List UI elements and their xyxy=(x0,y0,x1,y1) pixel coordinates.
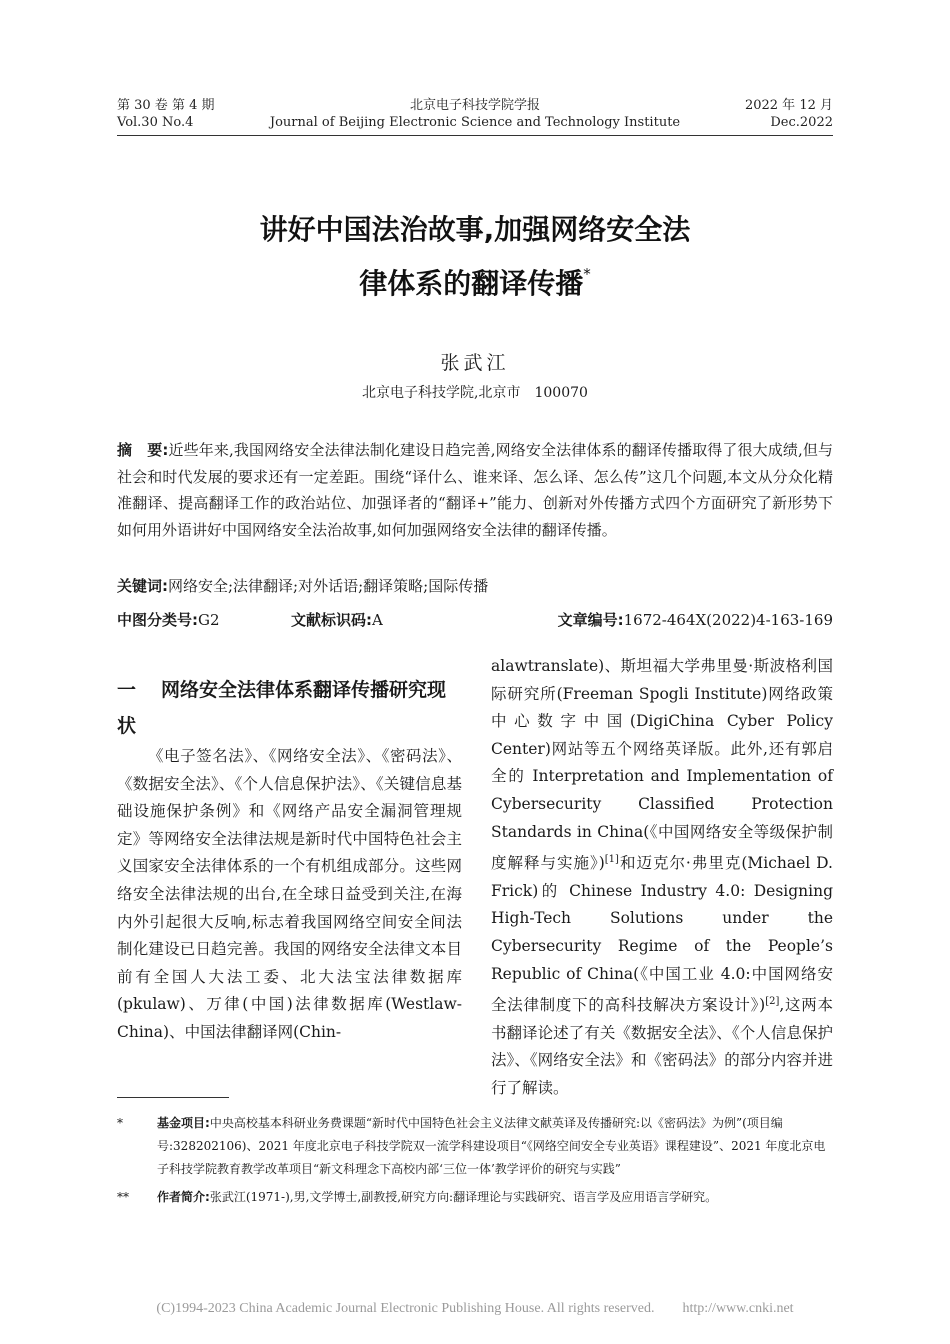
volume-en: Vol.30 No.4 xyxy=(117,115,194,130)
footnote-label: 作者简介: xyxy=(157,1190,210,1204)
header-divider xyxy=(117,135,833,136)
doc-code-value: A xyxy=(372,611,383,629)
citation-1[interactable]: [1] xyxy=(604,854,619,866)
body-text-part-1: alawtranslate)、斯坦福大学弗里曼·斯波格利国际研究所(Freeman Spogli Institute)网络政策中心数字中国(DigiChina Cyber Policy Center)网站等五个网络英译版。此外,还有郭启全的 Interpretation and Implementation of Cybersecurity Classified Protection Standards in China(《中国网络安全等级保护制度解释与实施》) xyxy=(491,657,833,873)
journal-en: Journal of Beijing Electronic Science and Technology Institute xyxy=(269,115,681,130)
article-number-label: 文章编号: xyxy=(557,611,624,629)
title-line-1: 讲好中国法治故事,加强网络安全法 xyxy=(259,213,691,246)
paper-title xyxy=(117,208,833,306)
volume-cn: 第 30 卷 第 4 期 xyxy=(117,98,215,113)
clc-label: 中图分类号: xyxy=(117,611,198,629)
date-cn: 2022 年 12 月 xyxy=(744,98,833,113)
abstract-text: 近些年来,我国网络安全法律法制化建设日趋完善,网络安全法律体系的翻译传播取得了很大成绩,但与社会和时代发展的要求还有一定差距。围绕“译什么、谁来译、怎么译、怎么传”这几个问题,本文从分众化精准翻译、提高翻译工作的政治站位、加强译者的“翻译+”能力、创新对外传播方式四个方面研究了新形势下如何用外语讲好中国网络安全法治故事,如何加强网络安全法律的翻译传播。 xyxy=(117,441,834,539)
footnote-author-bio xyxy=(117,1186,833,1209)
author-affiliation: 北京电子科技学院,北京市 100070 xyxy=(362,385,588,401)
section-number: 一 xyxy=(117,679,137,701)
footnote-divider xyxy=(117,1097,229,1098)
footnote-body xyxy=(157,1186,833,1209)
clc-number xyxy=(117,607,220,633)
copyright-watermark: (C)1994-2023 China Academic Journal Electronic Publishing House. All rights reserved. http://www.cnki.net xyxy=(156,1301,794,1316)
footnote-body xyxy=(157,1112,833,1181)
author-name: 张武江 xyxy=(440,352,510,374)
footnote-funding xyxy=(117,1112,833,1181)
title-footnote-mark: * xyxy=(583,265,591,283)
title-line-2-text: 律体系的翻译传播 xyxy=(359,267,584,300)
citation-2[interactable]: [2] xyxy=(765,996,780,1008)
footnote-text: 张武江(1971-),男,文学博士,副教授,研究方向:翻译理论与实践研究、语言学及应用语言学研究。 xyxy=(209,1190,718,1204)
footnote-label: 基金项目: xyxy=(157,1116,210,1130)
abstract-label: 摘 要: xyxy=(117,441,169,459)
footnote-mark: * xyxy=(117,1116,123,1130)
journal-cn: 北京电子科技学院学报 xyxy=(409,98,540,113)
keywords-label: 关键词: xyxy=(117,577,168,595)
footnote-text: 中央高校基本科研业务费课题“新时代中国特色社会主义法律文献英译及传播研究:以《密码法》为例”(项目编号:328202106)、2021 年度北京电子科技学院双一流学科建设项目“《网络空间安全专业英语》课程建设”、2021 年度北京电子科技学院教育教学改革项目“新文科理念下高校内部‘三位一体’教学评价的研究与实践” xyxy=(157,1116,826,1176)
keywords xyxy=(117,573,833,599)
body-text-part-3: ,这两本书翻译论述了有关《数据安全法》、《个人信息保护法》、《网络安全法》和《密码法》的部分内容并进行了解读。 xyxy=(491,996,833,1097)
body-paragraph: 《电子签名法》、《网络安全法》、《密码法》、《数据安全法》、《个人信息保护法》、《关键信息基础设施保护条例》和《网络产品安全漏洞管理规定》等网络安全法律法规是新时代中国特色社会主义国家安全法律体系的一个有机组成部分。这些网络安全法律法规的出台,在全球日益受到关注,在海内外引起很大反响,标志着我国网络空间安全间法制化建设已日趋完善。我国的网络安全法律文本目前有全国人大法工委、北大法宝法律数据库(pkulaw)、万律(中国)法律数据库(Westlaw-China)、中国法律翻译网(Chin- xyxy=(117,747,462,1041)
abstract xyxy=(117,437,833,543)
body-left-column xyxy=(117,743,462,1047)
article-number-value: 1672-464X(2022)4-163-169 xyxy=(623,611,833,629)
clc-value: G2 xyxy=(198,611,220,629)
date-en: Dec.2022 xyxy=(770,115,833,130)
body-right-column xyxy=(491,653,833,1103)
body-text-part-2: 和迈克尔·弗里克(Michael D. Frick)的 Chinese Industry 4.0: Designing High-Tech Solutions under the Cybersecurity Regime of the People’s Republic of China(《中国工业 4.0:中国网络安全法律制度下的高科技解决方案设计》) xyxy=(491,854,833,1015)
keywords-text: 网络安全;法律翻译;对外话语;翻译策略;国际传播 xyxy=(168,577,489,595)
article-number xyxy=(558,607,833,633)
running-header-right xyxy=(745,97,833,131)
body-paragraph-continued xyxy=(491,653,833,1103)
section-heading xyxy=(117,672,462,744)
footnote-mark: ** xyxy=(117,1190,129,1204)
doc-code-label: 文献标识码: xyxy=(291,611,372,629)
section-title: 网络安全法律体系翻译传播研究现状 xyxy=(117,679,447,737)
document-code xyxy=(291,607,383,633)
title-line-2 xyxy=(117,252,833,306)
